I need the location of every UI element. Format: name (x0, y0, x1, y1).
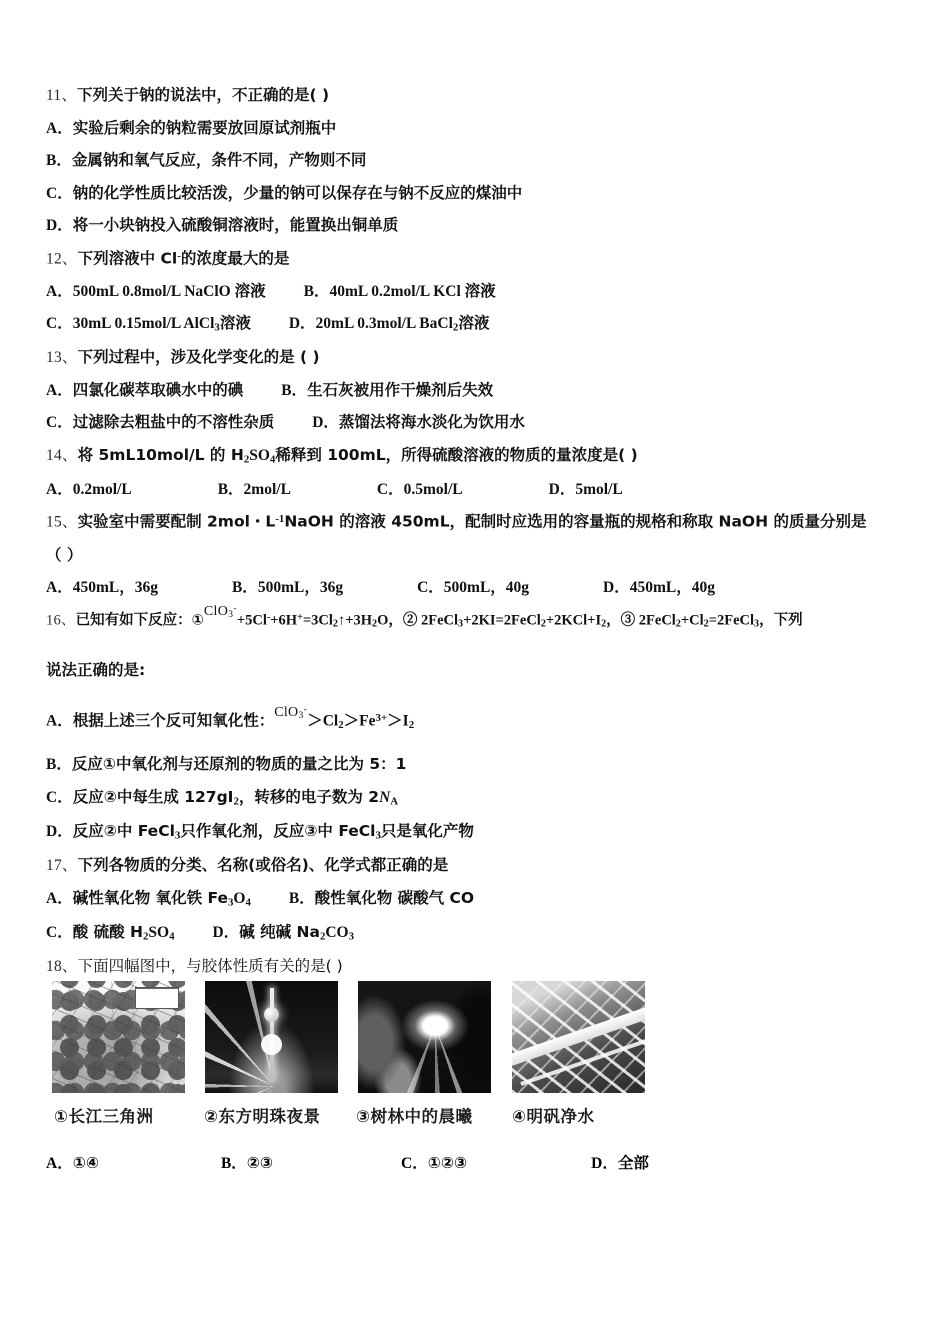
question-15-stem-line2-text: （ ） (46, 545, 83, 564)
eq2-a: ② 2FeCl (402, 611, 459, 628)
option-text-c: 过滤除去粗盐中的不溶性杂质 (72, 413, 275, 432)
eq2-b: +2KI=2FeCl (463, 611, 541, 628)
option-text-a: 实验后剩余的钠粒需要放回原试剂瓶中 (72, 118, 337, 137)
option-label-b: B． (46, 756, 72, 774)
eq3-sub-3: 3 (754, 618, 760, 629)
option-text-b: 金属钠和氧气反应，条件不同，产物则不同 (71, 151, 367, 169)
eq1-c: =3Cl (302, 611, 333, 628)
figure-alum-water-purification (512, 981, 645, 1093)
option-c-sub-1: 2 (233, 795, 239, 808)
question-16-option-d[interactable] (46, 824, 912, 841)
option-a-sub-2: 4 (245, 896, 251, 909)
map-settlement-dots (52, 981, 185, 1093)
figure-forest-sunbeams (358, 981, 491, 1093)
eq1-sub-1: 2 (332, 618, 338, 629)
question-18-stem-text: 下面四幅图中，与胶体性质有关的是( ) (77, 957, 343, 976)
option-label-b: B． (46, 152, 72, 169)
option-label-b: B． (220, 1154, 247, 1172)
option-label-d: D． (212, 924, 240, 942)
question-11-stem (46, 88, 912, 104)
option-d-text: 碱 纯碱 Na (239, 923, 320, 942)
option-label-a: A． (46, 889, 73, 907)
question-17-number: 17、 (46, 857, 78, 875)
figure-caption-3: ③树林中的晨曦 (356, 1106, 473, 1126)
option-a-post-a: ＞Cl (307, 712, 339, 730)
option-text-c: ①②③ (427, 1153, 468, 1172)
option-label-c: C． (46, 788, 73, 806)
question-14-stem-b: SO (249, 446, 270, 464)
question-18-figure-strip (46, 981, 666, 1099)
option-c-sub-1: 2 (142, 930, 149, 943)
option-d-mid: 只作氧化剂，反应③中 FeCl (180, 822, 376, 841)
question-13-option-row-2[interactable] (46, 415, 912, 431)
page-content (46, 88, 912, 1173)
option-label-b: B． (231, 579, 258, 597)
clo3-text: ClO (274, 705, 299, 721)
clo3-text: ClO (203, 603, 229, 619)
option-label-a: A． (46, 1154, 73, 1172)
question-14-options[interactable] (46, 482, 912, 498)
option-c-pre: 反应②中每生成 127gI (72, 787, 234, 806)
question-11-number: 11、 (46, 87, 78, 104)
figure-caption-4: ④明矾净水 (512, 1106, 595, 1126)
question-18-stem (46, 959, 912, 975)
question-15-stem-a: 实验室中需要配制 2mol・L (77, 513, 276, 532)
question-16-stem-line2 (46, 663, 912, 679)
eq1-b: +6H (270, 611, 298, 628)
question-15-options[interactable] (46, 580, 912, 596)
eq2-sub-3: 2 (601, 618, 607, 629)
option-label-d: D． (46, 217, 73, 234)
option-label-a: A． (46, 579, 73, 597)
option-label-a: A． (46, 119, 73, 137)
eq3-c: =2FeCl (708, 611, 755, 628)
eq2-sub-2: 2 (540, 618, 546, 629)
chlorate-ion-formula (274, 705, 307, 720)
option-label-c: C． (376, 480, 404, 498)
option-d-sub-1: 2 (319, 930, 326, 943)
option-label-b: B． (288, 889, 315, 907)
eq1-sub-2: 2 (372, 618, 378, 629)
option-text-d: 450mL，40g (629, 579, 716, 597)
option-text-d: 5mol/L (575, 480, 623, 498)
option-label-a: A． (46, 712, 73, 730)
option-d-sub-1: 3 (174, 829, 181, 842)
eq1-d: ↑+3H (337, 611, 372, 628)
eq3-b: +Cl (680, 611, 704, 628)
option-a-sub-2: 2 (408, 718, 415, 731)
option-label-a: A． (46, 381, 73, 399)
option-c-text-b: SO (148, 924, 170, 942)
option-text-b: 500mL，36g (257, 579, 344, 597)
option-a-post-c: ＞I (387, 712, 409, 730)
clo3-charge: - (303, 704, 308, 716)
option-text-a: 500mL 0.8mol/L NaClO 溶液 (72, 282, 266, 300)
question-15-stem-b: NaOH 的溶液 450mL，配制时应选用的容量瓶的规格和称取 NaOH 的质量分别是 (284, 513, 867, 532)
option-label-d: D． (312, 414, 339, 432)
eq3-sub-1: 2 (675, 618, 681, 629)
option-text-a: 450mL，36g (72, 579, 158, 597)
option-text-c-b: 溶液 (219, 315, 251, 333)
chlorate-ion-formula (204, 604, 237, 619)
eq2-d: ， (606, 611, 621, 628)
question-12-stem-post: 的浓度最大的是 (180, 249, 290, 268)
question-18-option-a[interactable] (46, 1151, 99, 1173)
eq3-a: ③ 2FeCl (620, 611, 676, 628)
question-12-number: 12、 (46, 250, 78, 268)
forest-image (358, 981, 491, 1093)
question-18-option-d[interactable] (591, 1151, 649, 1173)
question-13-option-row-1[interactable] (46, 380, 912, 399)
option-text-d: 将一小块钠投入硫酸铜溶液时，能置换出铜单质 (72, 216, 399, 234)
option-label-d: D． (46, 823, 73, 841)
question-11-option-d[interactable] (46, 218, 912, 234)
question-14-sub-1: 2 (243, 453, 250, 466)
figure-oriental-pearl-night (205, 981, 338, 1093)
question-12-option-row-1[interactable] (46, 284, 912, 300)
eq3-sub-2: 2 (703, 618, 709, 629)
option-b-text: 酸性氧化物 碳酸气 CO (314, 888, 475, 907)
eq2-c: +2KCl+I (545, 611, 602, 628)
option-label-d: D． (603, 579, 630, 597)
clo3-subscript: 3 (228, 608, 234, 620)
question-16-tail: 下列 (773, 611, 803, 628)
question-14-sub-2: 4 (269, 453, 276, 466)
question-18-number: 18、 (46, 958, 78, 976)
option-text-a: 四氯化碳萃取碘水中的碘 (72, 380, 244, 399)
option-a-pre: 根据上述三个反可知氧化性： (72, 711, 275, 730)
option-c-sub-2: A (390, 795, 399, 808)
option-text-c: 0.5mol/L (403, 480, 463, 498)
question-14-stem-a: 将 5mL10mol/L 的 H (77, 445, 244, 464)
question-16-stem-line2-text: 说法正确的是: (46, 661, 146, 680)
option-label-b: B． (281, 381, 308, 399)
question-14-stem-c: 稀释到 100mL，所得硫酸溶液的物质的量浓度是( ) (275, 445, 638, 464)
eq1-e: O， (377, 611, 403, 628)
option-a-sup-1: 3+ (375, 711, 388, 724)
question-16-option-b[interactable] (46, 757, 912, 773)
option-label-c: C． (46, 184, 73, 202)
option-text-d-a: 20mL 0.3mol/L BaCl (315, 315, 453, 333)
option-text-b: 40mL 0.2mol/L KCl 溶液 (329, 282, 496, 300)
option-d-sub-2: 3 (375, 829, 381, 842)
question-11-stem-text: 下列关于钠的说法中，不正确的是( ) (77, 86, 330, 104)
option-label-a: A． (46, 282, 73, 300)
option-text-c: 钠的化学性质比较活泼，少量的钠可以保存在与钠不反应的煤油中 (72, 183, 523, 202)
option-c-mid: ，转移的电子数为 2 (238, 787, 380, 806)
option-label-d: D． (288, 315, 316, 333)
question-13-stem (46, 350, 912, 366)
question-13-stem-text: 下列过程中，涉及化学变化的是 ( ) (77, 348, 320, 367)
option-c-text: 酸 硫酸 H (72, 923, 143, 942)
option-c-subscript: 3 (214, 321, 220, 334)
option-label-b: B． (303, 282, 330, 300)
option-text-b: 生石灰被用作干燥剂后失效 (307, 380, 494, 399)
option-text-b: ②③ (246, 1153, 274, 1172)
option-c-sub-2: 4 (169, 930, 175, 943)
avogadro-symbol: N (379, 788, 391, 806)
option-label-d: D． (591, 1154, 618, 1172)
figure-caption-2: ②东方明珠夜景 (204, 1106, 321, 1126)
option-label-c: C． (46, 924, 73, 942)
option-text-a: ①④ (72, 1153, 99, 1172)
option-d-text-b: CO (325, 924, 349, 942)
question-18-option-b[interactable] (221, 1151, 273, 1173)
question-11-option-a[interactable] (46, 118, 912, 137)
option-a-post-b: ＞Fe (343, 712, 376, 730)
option-d-sub-2: 3 (348, 930, 355, 943)
option-text-c: 500mL，40g (443, 579, 530, 597)
option-text-b: 反应①中氧化剂与还原剂的物质的量之比为 5：1 (71, 755, 407, 774)
question-18-option-c[interactable] (401, 1151, 467, 1173)
question-16-stem (46, 602, 912, 630)
question-18-options[interactable] (46, 1151, 912, 1173)
option-text-c-a: 30mL 0.15mol/L AlCl (72, 315, 215, 333)
eq3-d: ， (759, 611, 774, 628)
question-14-number: 14、 (46, 446, 78, 464)
option-label-c: C． (417, 579, 444, 597)
option-text-d: 蒸馏法将海水淡化为饮用水 (338, 413, 525, 432)
option-label-c: C． (46, 315, 73, 333)
question-17-option-row-2[interactable] (46, 925, 912, 942)
option-d-subscript: 2 (452, 321, 459, 334)
option-a-text-b: O (233, 889, 246, 907)
eq1-sup-1: - (266, 611, 271, 623)
eq1-a: +5Cl (236, 611, 267, 628)
option-text-d-b: 溶液 (458, 315, 490, 333)
alum-image (512, 981, 645, 1093)
figure-caption-1: ①长江三角洲 (54, 1106, 154, 1126)
eq1-sup-2: + (297, 611, 303, 623)
option-label-b: B． (217, 480, 244, 498)
question-14-stem (46, 445, 912, 466)
eq2-sub-1: 3 (458, 618, 464, 629)
option-label-a: A． (46, 480, 73, 498)
question-12-option-row-2[interactable] (46, 316, 912, 333)
figure-yangtze-delta-map (52, 981, 185, 1093)
clo3-subscript: 3 (298, 710, 304, 722)
question-13-number: 13、 (46, 349, 78, 367)
pearl-tower-image (205, 981, 338, 1093)
question-12-stem-superscript: - (177, 249, 181, 262)
question-16-option-a[interactable] (46, 704, 912, 731)
option-a-sub-1: 2 (338, 718, 344, 731)
question-15-stem-line2 (46, 545, 912, 564)
option-a-text: 碱性氧化物 氧化铁 Fe (72, 888, 228, 907)
map-image (52, 981, 185, 1093)
clo3-charge: - (233, 602, 237, 614)
question-11-option-b[interactable] (46, 153, 912, 169)
question-12-stem (46, 251, 912, 267)
option-text-b: 2mol/L (243, 480, 291, 498)
question-16-option-c[interactable] (46, 787, 912, 808)
question-15-number: 15、 (46, 514, 78, 532)
question-12-stem-pre: 下列溶液中 Cl (77, 249, 178, 268)
option-label-c: C． (46, 414, 73, 432)
question-15-stem (46, 514, 912, 530)
question-11-option-c[interactable] (46, 183, 912, 202)
option-d-pre: 反应②中 FeCl (72, 822, 175, 841)
question-18-caption-row (46, 1103, 666, 1137)
question-15-superscript: -1 (275, 513, 285, 526)
question-17-stem (46, 858, 912, 874)
question-17-stem-text: 下列各物质的分类、名称(或俗名)、化学式都正确的是 (77, 856, 449, 875)
question-17-option-row-1[interactable] (46, 888, 912, 909)
option-label-d: D． (548, 480, 576, 498)
option-label-c: C． (401, 1154, 428, 1172)
question-16-stem-pre: 已知有如下反应：① (75, 611, 204, 628)
question-16-number: 16、 (46, 611, 76, 628)
option-d-post: 只是氧化产物 (380, 822, 474, 841)
option-a-sub-1: 3 (227, 896, 234, 909)
option-text-a: 0.2mol/L (72, 480, 132, 498)
option-text-d: 全部 (617, 1153, 649, 1172)
